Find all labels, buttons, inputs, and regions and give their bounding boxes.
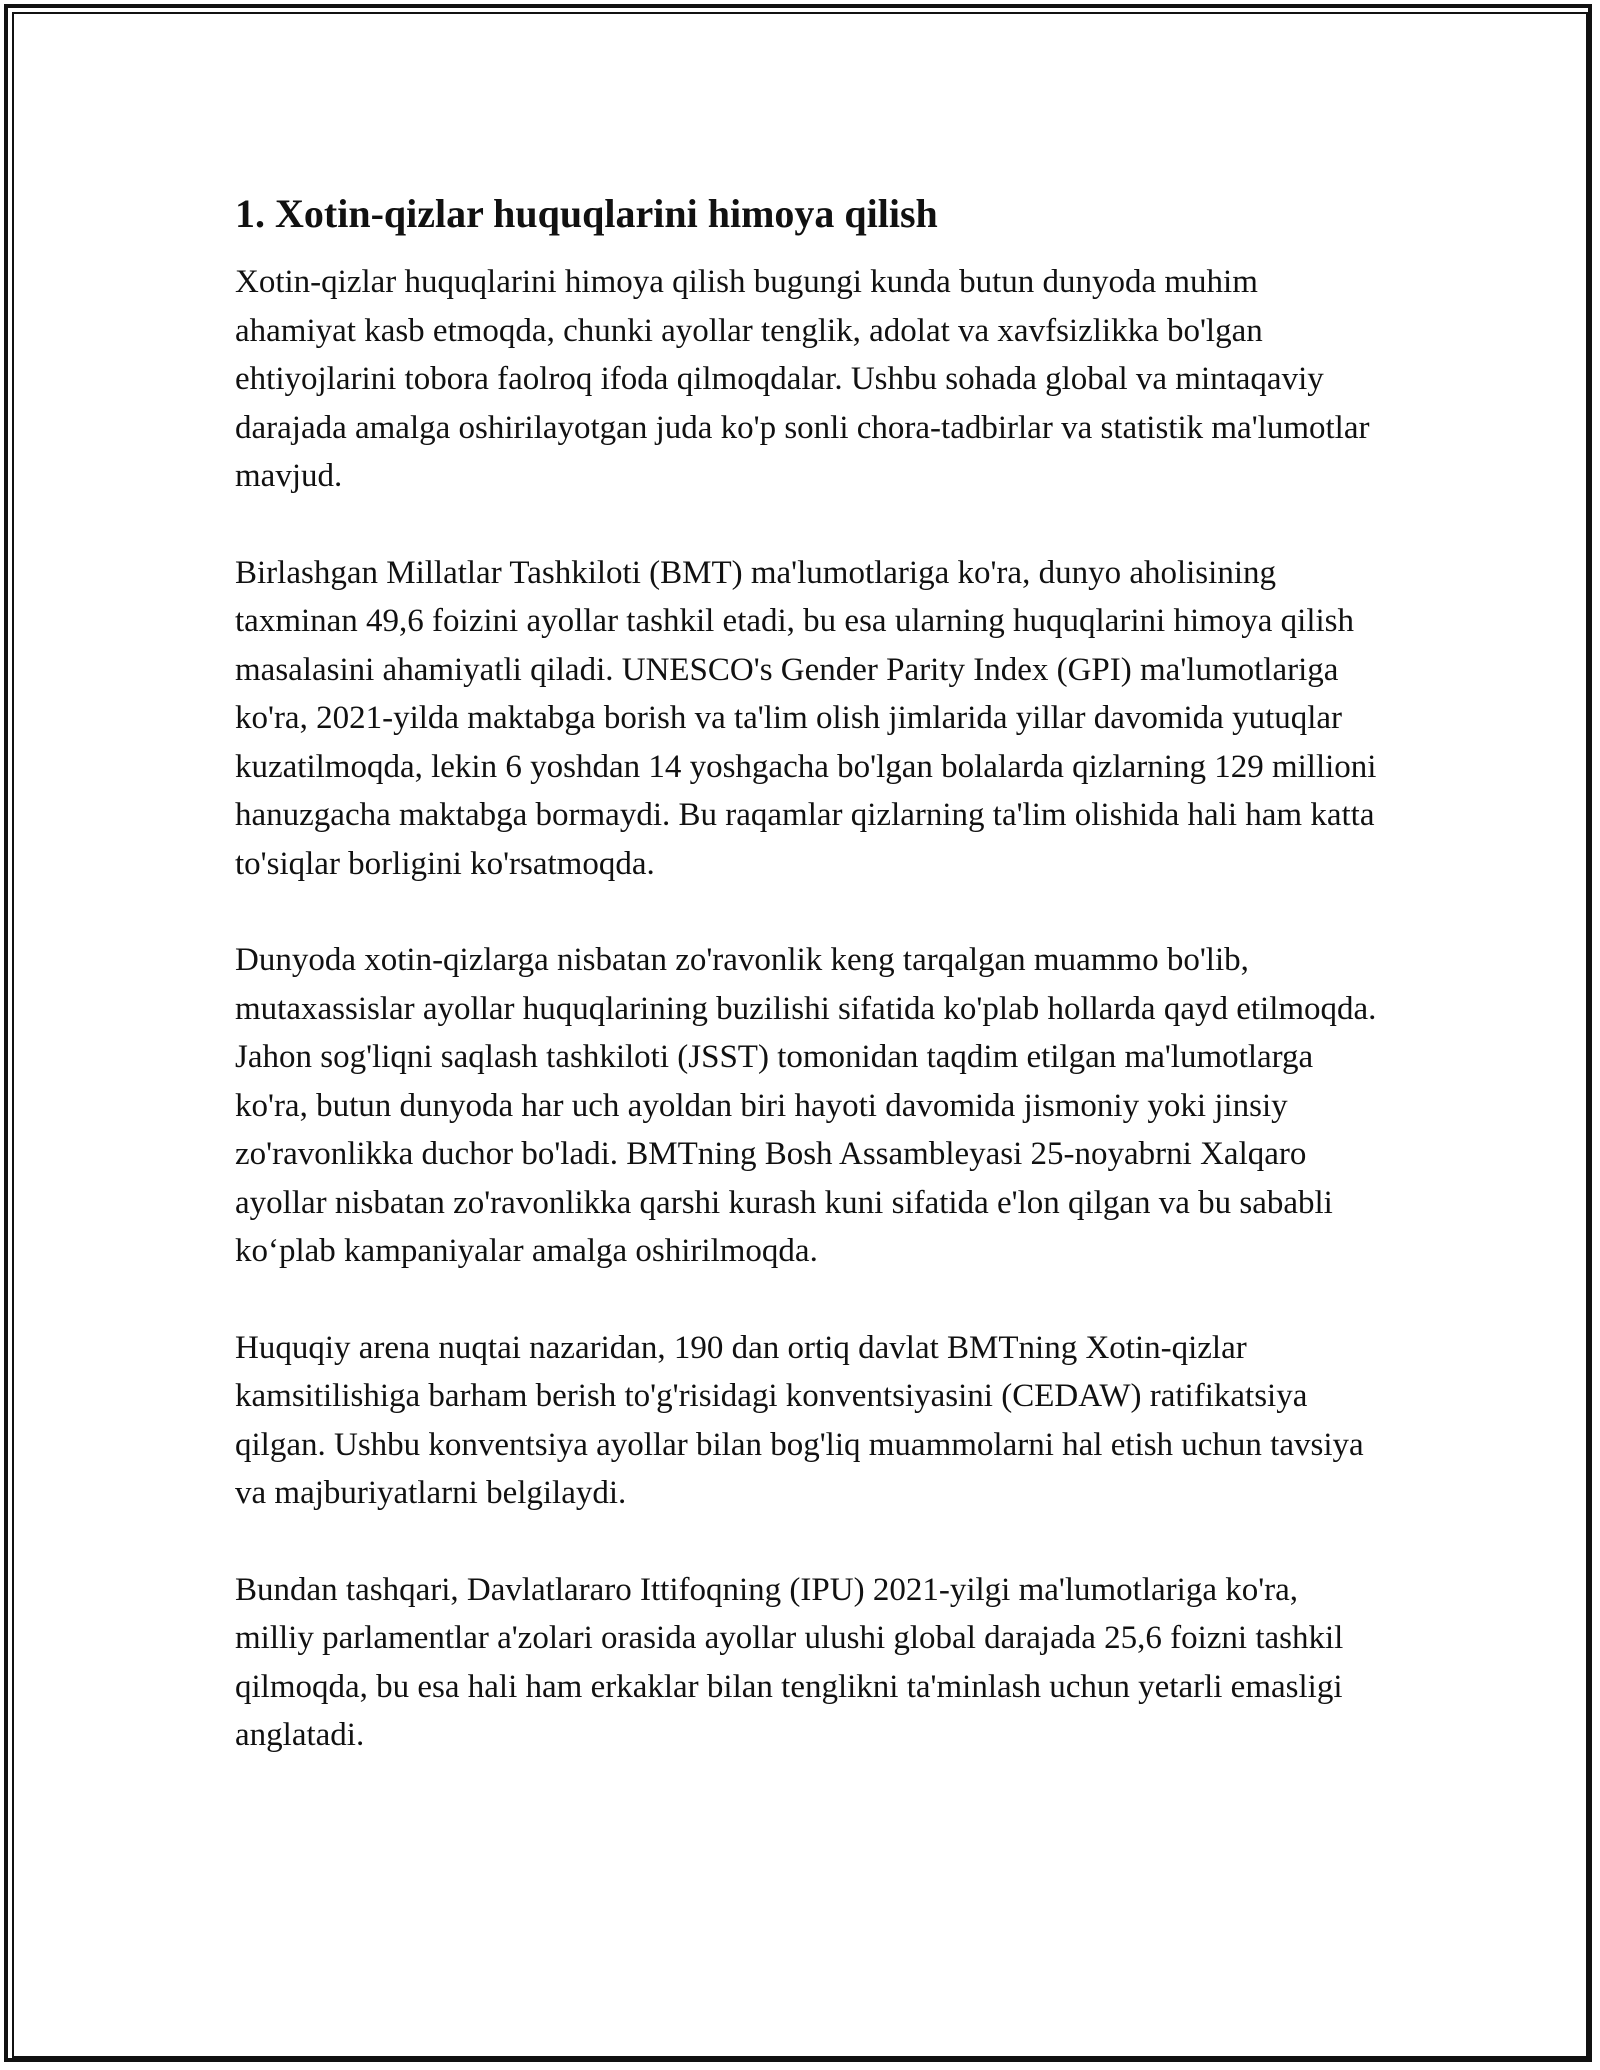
paragraph-violence: Dunyoda xotin-qizlarga nisbatan zo'ravonlik keng tarqalgan muammo bo'lib, mutaxassislar ayollar huquqlarining buzilishi sifatida ko'plab hollarda qayd etilmoqda. Jahon sog'liqni saqlash tashkiloti (JSST) tomonidan taqdim etilgan ma'lumotlarga ko'ra, butun dunyoda har uch ayoldan biri hayoti davomida jismoniy yoki jinsiy zo'ravonlikka duchor bo'ladi. BMTning Bosh Assambleyasi 25-noyabrni Xalqaro ayollar nisbatan zo'ravonlikka qarshi kurash kuni sifatida e'lon qilgan va bu sababli ko‘plab kampaniyalar amalga oshirilmoqda. <box>235 942 1377 1269</box>
paragraph-ipu: Bundan tashqari, Davlatlararo Ittifoqning (IPU) 2021-yilgi ma'lumotlariga ko'ra, milliy parlamentlar a'zolari orasida ayollar ulushi global darajada 25,6 foizni tashkil qilmoqda, bu esa hali ham erkaklar bilan tenglikni ta'minlash uchun yetarli emasligi anglatadi. <box>235 1571 1344 1753</box>
paragraph-cedaw: Huquqiy arena nuqtai nazaridan, 190 dan ortiq davlat BMTning Xotin-qizlar kamsitilishiga barham berish to'g'risidagi konventsiyasini (CEDAW) ratifikatsiya qilgan. Ushbu konventsiya ayollar bilan bog'liq muammolarni hal etish uchun tavsiya va majburiyatlarni belgilaydi. <box>235 1329 1364 1511</box>
paragraph-bmt-statistics: Birlashgan Millatlar Tashkiloti (BMT) ma'lumotlariga ko'ra, dunyo aholisining taxminan 49,6 foizini ayollar tashkil etadi, bu esa ularning huquqlarini himoya qilish masalasini ahamiyatli qiladi. UNESCO's Gender Parity Index (GPI) ma'lumotlariga ko'ra, 2021-yilda maktabga borish va ta'lim olish jimlarida yillar davomida yutuqlar kuzatilmoqda, lekin 6 yoshdan 14 yoshgacha bo'lgan bolalarda qizlarning 129 millioni hanuzgacha maktabga bormaydi. Bu raqamlar qizlarning ta'lim olishida hali ham katta to'siqlar borligini ko'rsatmoqda. <box>235 554 1377 882</box>
document-body <box>235 188 1385 1808</box>
paragraph-intro: Xotin-qizlar huquqlarini himoya qilish bugungi kunda butun dunyoda muhim ahamiyat kasb etmoqda, chunki ayollar tenglik, adolat va xavfsizlikka bo'lgan ehtiyojlarini tobora faolroq ifoda qilmoqdalar. Ushbu sohada global va mintaqaviy darajada amalga oshirilayotgan juda ko'p sonli chora-tadbirlar va statistik ma'lumotlar mavjud. <box>235 264 1370 494</box>
section-heading: 1. Xotin-qizlar huquqlarini himoya qilish <box>235 191 938 236</box>
